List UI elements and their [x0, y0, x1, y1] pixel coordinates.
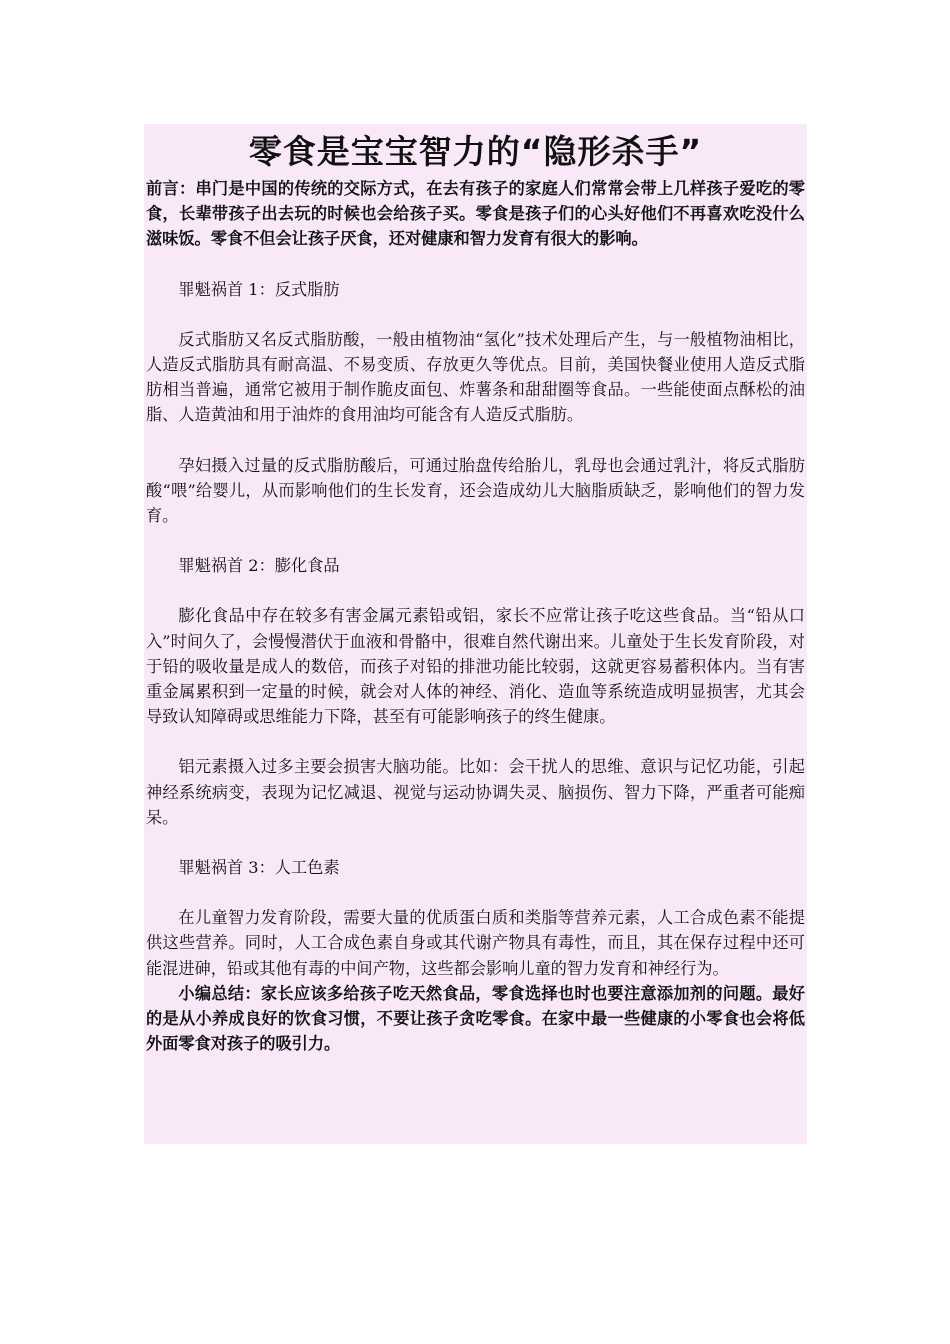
spacer [146, 578, 805, 603]
spacer [146, 252, 805, 277]
intro-paragraph: 前言：串门是中国的传统的交际方式，在去有孩子的家庭人们常常会带上几样孩子爱吃的零食，长辈带孩子出去玩的时候也会给孩子买。零食是孩子们的心头好他们不再喜欢吃没什么滋味饭。零食不但会让孩子厌食，还对健康和智力发育有很大的影响。 [146, 179, 805, 249]
section-2-paragraph-2: 铝元素摄入过多主要会损害大脑功能。比如：会干扰人的思维、意识与记忆功能，引起神经系统病变，表现为记忆减退、视觉与运动协调失灵、脑损伤、智力下降，严重者可能痴呆。 [146, 757, 805, 827]
spacer [146, 729, 805, 754]
section-1-paragraph-1: 反式脂肪又名反式脂肪酸，一般由植物油“氢化”技术处理后产生，与一般植物油相比，人造反式脂肪具有耐高温、不易变质、存放更久等优点。目前，美国快餐业使用人造反式脂肪相当普遍，通常它被用于制作脆皮面包、炸薯条和甜甜圈等食品。一些能使面点酥松的油脂、人造黄油和用于油炸的食用油均可能含有人造反式脂肪。 [146, 329, 805, 425]
spacer [146, 528, 805, 553]
article-body [144, 124, 807, 1144]
summary-paragraph: 小编总结：家长应该多给孩子吃天然食品，零食选择也时也要注意添加剂的问题。最好的是从小养成良好的饮食习惯，不要让孩子贪吃零食。在家中最一些健康的小零食也会将低外面零食对孩子的吸引力。 [146, 983, 805, 1054]
spacer [146, 830, 805, 855]
section-3-paragraph-1: 在儿童智力发育阶段，需要大量的优质蛋白质和类脂等营养元素，人工合成色素不能提供这些营养。同时，人工合成色素自身或其代谢产物具有毒性，而且，其在保存过程中还可能混进砷，铅或其他有毒的中间产物，这些都会影响儿童的智力发育和神经行为。 [146, 908, 805, 978]
spacer [146, 302, 805, 327]
section-heading-3: 罪魁祸首 3：人工色素 [178, 858, 340, 878]
spacer [146, 428, 805, 453]
section-2-paragraph-1: 膨化食品中存在较多有害金属元素铅或铝，家长不应常让孩子吃这些食品。当“铅从口入”时间久了，会慢慢潜伏于血液和骨骼中，很难自然代谢出来。儿童处于生长发育阶段，对于铅的吸收量是成人的数倍，而孩子对铅的排泄功能比较弱，这就更容易蓄积体内。当有害重金属累积到一定量的时候，就会对人体的神经、消化、造血等系统造成明显损害，尤其会导致认知障碍或思维能力下降，甚至有可能影响孩子的终生健康。 [146, 606, 805, 727]
section-heading-2: 罪魁祸首 2：膨化食品 [178, 556, 340, 576]
section-1-paragraph-2: 孕妇摄入过量的反式脂肪酸后，可通过胎盘传给胎儿，乳母也会通过乳汁，将反式脂肪酸“喂”给婴儿，从而影响他们的生长发育，还会造成幼儿大脑脂质缺乏，影响他们的智力发育。 [146, 455, 805, 526]
spacer [146, 880, 805, 905]
section-heading-1: 罪魁祸首 1：反式脂肪 [178, 279, 340, 299]
article-title: 零食是宝宝智力的“隐形杀手” [248, 132, 703, 171]
